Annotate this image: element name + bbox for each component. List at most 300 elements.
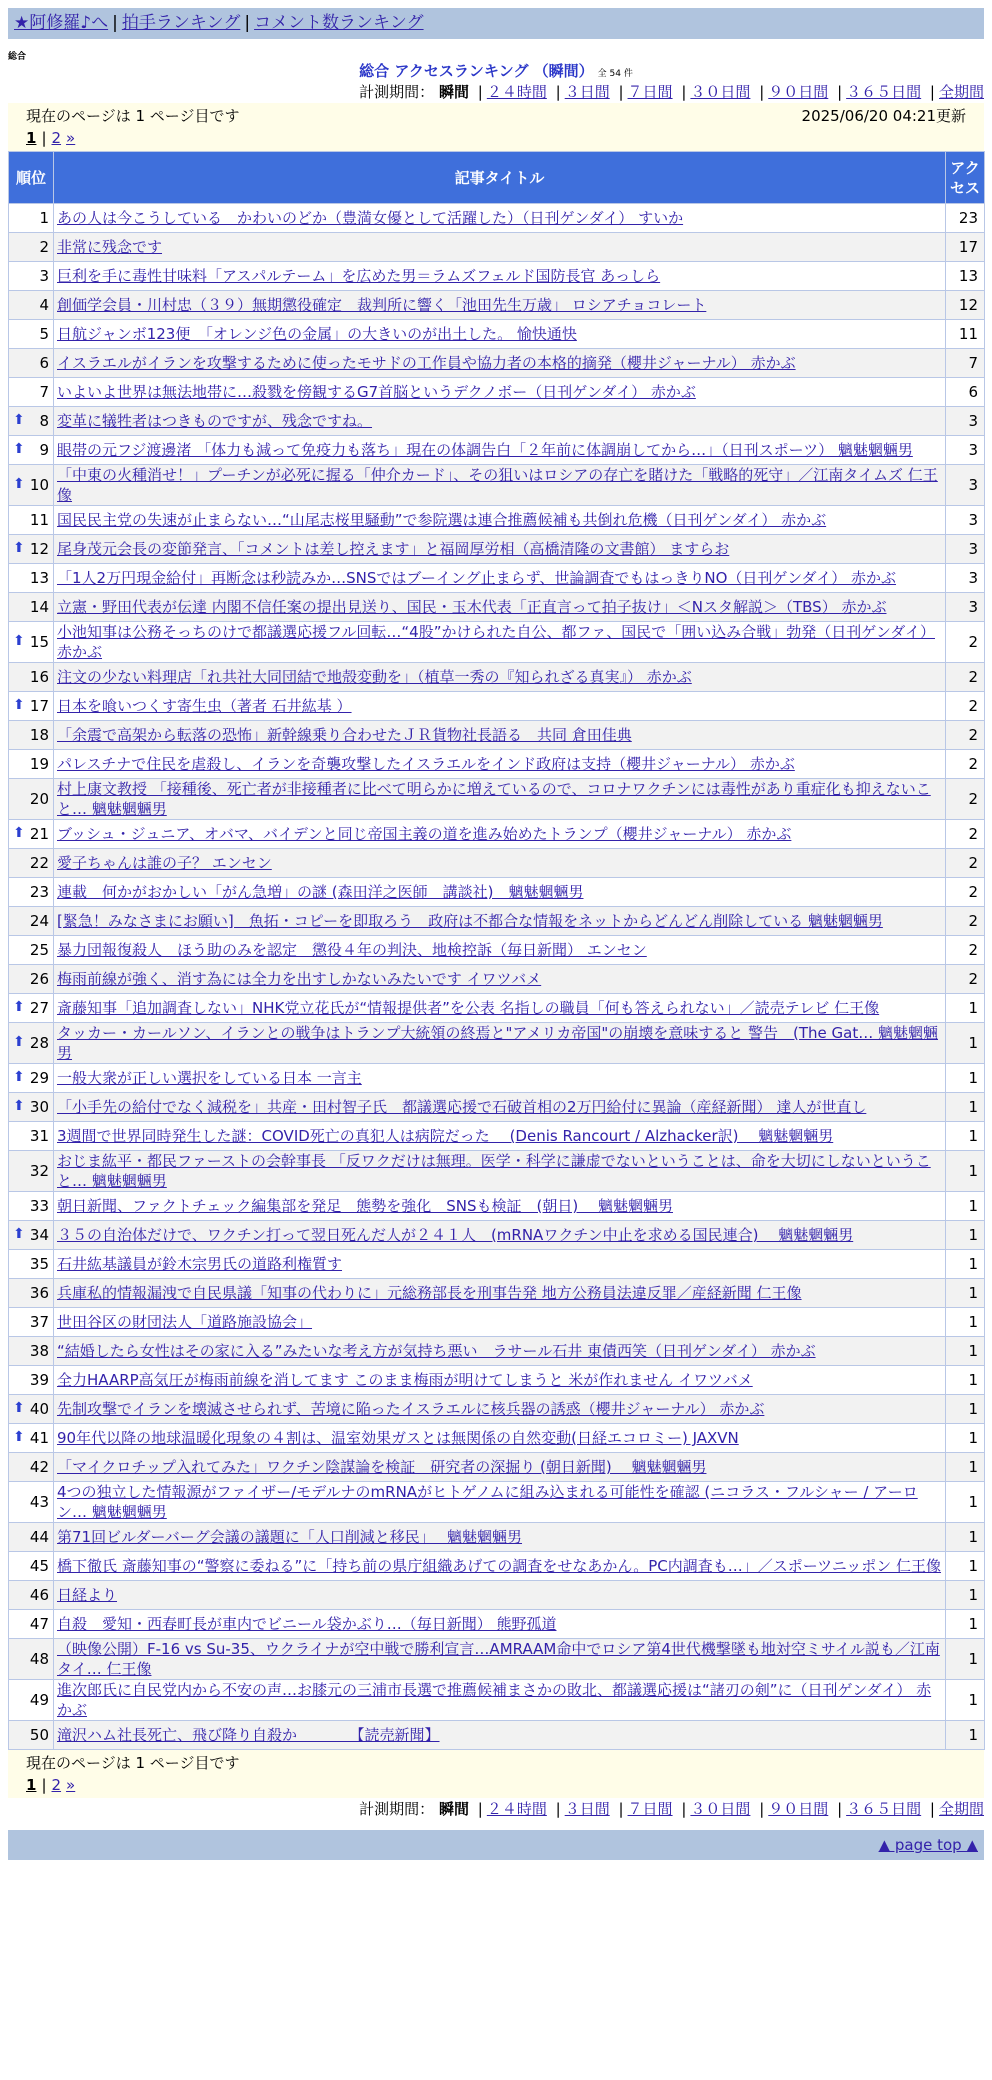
access-count: 2 [946, 820, 985, 849]
access-count: 2 [946, 965, 985, 994]
rank-number: 1 [39, 209, 49, 227]
article-link[interactable]: 「中東の火種消せ！」プーチンが必死に握る「仲介カード」、その狙いはロシアの存亡を賭けた「戦略的死守」／江南タイムズ 仁王像 [57, 466, 938, 504]
title-cell [54, 1093, 946, 1122]
access-count: 2 [946, 936, 985, 965]
rank-number: 50 [29, 1726, 49, 1744]
up-arrow-icon: ⬆ [13, 441, 25, 457]
table-row [9, 1366, 985, 1395]
rank-cell [9, 1023, 54, 1064]
rank-number: 49 [29, 1691, 49, 1709]
title-cell [54, 1523, 946, 1552]
article-link[interactable]: 「余震で高架から転落の恐怖」新幹線乗り合わせたＪＲ貨物社長語る 共同 倉田佳典 [57, 726, 632, 744]
rank-number: 39 [29, 1371, 49, 1389]
access-count: 1 [946, 1482, 985, 1523]
article-link[interactable]: 滝沢ハム社長死亡、飛び降り自殺か 【読売新聞】 [57, 1726, 440, 1744]
rank-number: 7 [39, 383, 49, 401]
page-top-link[interactable]: ▲ page top ▲ [878, 1836, 978, 1854]
access-count: 13 [946, 262, 985, 291]
access-count: 1 [946, 1366, 985, 1395]
pagination-top: 1 | 2 » [26, 129, 76, 147]
title-cell [54, 750, 946, 779]
table-row [9, 1023, 985, 1064]
access-count: 3 [946, 407, 985, 436]
rank-cell [9, 622, 54, 663]
article-link[interactable]: 朝日新聞、ファクトチェック編集部を発足 態勢を強化 SNSも検証 (朝日) 魑魅魍魎男 [57, 1197, 673, 1215]
article-link[interactable]: 第71回ビルダーバーグ会議の議題に「人口削減と移民」 魑魅魍魎男 [57, 1528, 523, 1546]
rank-cell [9, 349, 54, 378]
article-link[interactable]: 全力HAARP高気圧が梅雨前線を消してます このまま梅雨が明けてしまうと 米が作れません イワツバメ [57, 1371, 753, 1389]
table-row [9, 622, 985, 663]
table-row [9, 907, 985, 936]
article-link[interactable]: 非常に残念です [57, 238, 163, 256]
access-count: 1 [946, 1064, 985, 1093]
rank-cell [9, 1151, 54, 1192]
article-link[interactable]: 国民民主党の失速が止まらない…“山尾志桜里騒動”で参院選は連合推薦候補も共倒れ危機（日刊ゲンダイ） 赤かぶ [57, 511, 827, 529]
title-cell [54, 349, 946, 378]
access-count: 1 [946, 1395, 985, 1424]
access-count: 2 [946, 750, 985, 779]
article-link[interactable]: タッカー・カールソン、イランとの戦争はトランプ大統領の終焉と"アメリカ帝国"の崩壊を意味すると 警告 (The Gat… 魑魅魍魎男 [57, 1024, 939, 1062]
table-row [9, 1192, 985, 1221]
header-access: アクセス [946, 152, 985, 204]
article-link[interactable]: 世田谷区の財団法人「道路施設協会」 [57, 1313, 313, 1331]
total-count: 全 54 件 [597, 69, 633, 79]
rank-cell [9, 1639, 54, 1680]
rank-cell [9, 663, 54, 692]
title-cell [54, 535, 946, 564]
rank-number: 31 [29, 1127, 49, 1145]
table-row [9, 994, 985, 1023]
period-365d[interactable]: ３６５日間 [846, 83, 922, 101]
current-page-text-bottom: 現在のページは 1 ページ目です [26, 1754, 240, 1772]
up-arrow-icon: ⬆ [13, 412, 25, 428]
access-count: 1 [946, 1192, 985, 1221]
title-cell [54, 593, 946, 622]
access-count: 17 [946, 233, 985, 262]
table-row [9, 663, 985, 692]
title-cell [54, 1366, 946, 1395]
up-arrow-icon: ⬆ [13, 633, 25, 649]
article-link[interactable]: 小池知事は公務そっちのけで都議選応援フル回転…“4股”かけられた自公、都ファ、国民で「囲い込み合戦」勃発（日刊ゲンダイ） 赤かぶ [57, 623, 935, 661]
article-link[interactable]: 「小手先の給付でなく減税を」共産・田村智子氏 都議選応援で石破首相の2万円給付に異論（産経新聞） 達人が世直し [57, 1098, 867, 1116]
access-count: 2 [946, 907, 985, 936]
access-count: 2 [946, 721, 985, 750]
title-cell [54, 1250, 946, 1279]
table-row [9, 564, 985, 593]
table-row [9, 204, 985, 233]
article-link[interactable]: 4つの独立した情報源がファイザー/モデルナのmRNAがヒトゲノムに組み込まれる可能性を確認 (ニコラス・フルシャー / アーロン… 魑魅魍魎男 [57, 1483, 918, 1521]
access-count: 2 [946, 692, 985, 721]
rank-cell [9, 878, 54, 907]
access-count: 3 [946, 506, 985, 535]
article-link[interactable]: 日航ジャンボ123便 「オレンジ色の金属」の大きいのが出土した。 愉快通快 [57, 325, 577, 343]
period-current-bottom: 瞬間 [438, 1800, 469, 1818]
access-count: 2 [946, 878, 985, 907]
access-count: 3 [946, 465, 985, 506]
article-link[interactable]: [緊急！みなさまにお願い] 魚拓・コピーを即取ろう 政府は不都合な情報をネットからどんどん削除している 魑魅魍魎男 [57, 912, 883, 930]
access-count: 3 [946, 593, 985, 622]
rank-cell [9, 820, 54, 849]
access-count: 1 [946, 994, 985, 1023]
rank-cell [9, 1523, 54, 1552]
rank-number: 32 [29, 1162, 49, 1180]
article-link[interactable]: 「マイクロチップ入れてみた」ワクチン陰謀論を検証 研究者の深掘り (朝日新聞) 魑魅魍魎男 [57, 1458, 707, 1476]
table-row [9, 750, 985, 779]
table-row [9, 535, 985, 564]
title-cell [54, 1424, 946, 1453]
access-count: 1 [946, 1424, 985, 1453]
access-count: 12 [946, 291, 985, 320]
table-row [9, 1308, 985, 1337]
up-arrow-icon: ⬆ [13, 1429, 25, 1445]
page-info-top [8, 103, 984, 151]
article-link[interactable]: 日経より [57, 1586, 118, 1604]
period-all[interactable]: 全期間 [938, 83, 984, 101]
title-cell [54, 1680, 946, 1721]
title-cell [54, 378, 946, 407]
rank-number: 20 [29, 790, 49, 808]
period-24h-bottom[interactable]: ２４時間 [486, 1800, 547, 1818]
article-link[interactable]: 立憲・野田代表が伝達 内閣不信任案の提出見送り、国民・玉木代表「正直言って拍子抜け」＜Nスタ解説＞（TBS） 赤かぶ [57, 598, 887, 616]
access-count: 1 [946, 1721, 985, 1750]
rank-number: 21 [29, 825, 49, 843]
up-arrow-icon: ⬆ [13, 1226, 25, 1242]
period-365d-bottom[interactable]: ３６５日間 [846, 1800, 922, 1818]
rank-number: 44 [29, 1528, 49, 1546]
rank-number: 37 [29, 1313, 49, 1331]
rank-number: 18 [29, 726, 49, 744]
period-selector-top: 計測期間： 瞬間 | ２４時間 | ３日間 | ７日間 | ３０日間 | ９０日間 | ３６５日間 | 全期間 [359, 83, 984, 101]
article-link[interactable]: イスラエルがイランを攻撃するために使ったモサドの工作員や協力者の本格的摘発（櫻井ジャーナル） 赤かぶ [57, 354, 796, 372]
title-cell [54, 436, 946, 465]
rank-cell [9, 936, 54, 965]
rank-cell [9, 849, 54, 878]
article-link[interactable]: 村上康文教授 「接種後、死亡者が非接種者に比べて明らかに増えているので、コロナワクチンには毒性があり重症化も抑えないこと… 魑魅魍魎男 [57, 780, 931, 818]
article-link[interactable]: パレスチナで住民を虐殺し、イランを奇襲攻撃したイスラエルをインド政府は支持（櫻井ジャーナル） 赤かぶ [57, 755, 795, 773]
rank-cell [9, 1337, 54, 1366]
rank-number: 30 [29, 1098, 49, 1116]
article-link[interactable]: 日本を喰いつくす寄生虫（著者 石井紘基 ） [57, 697, 352, 715]
page-title [8, 61, 984, 81]
title-cell [54, 564, 946, 593]
table-row [9, 436, 985, 465]
period-30d[interactable]: ３０日間 [690, 83, 751, 101]
title-cell [54, 407, 946, 436]
period-7d-bottom[interactable]: ７日間 [627, 1800, 673, 1818]
period-label: 計測期間： [359, 83, 435, 101]
table-row [9, 965, 985, 994]
article-link[interactable]: 「1人2万円現金給付」再断念は秒読みか…SNSではブーイング止まらず、世論調査でもはっきりNO（日刊ゲンダイ） 赤かぶ [57, 569, 897, 587]
period-90d-bottom[interactable]: ９０日間 [768, 1800, 829, 1818]
article-link[interactable]: 尾身茂元会長の変節発言、「コメントは差し控えます」と福岡厚労相（高橋清隆の文書館） ますらお [57, 540, 730, 558]
article-link[interactable]: 注文の少ない料理店「れ共社大同団結で地殻変動を」（植草一秀の『知られざる真実』） 赤かぶ [57, 668, 692, 686]
rank-number: 46 [29, 1586, 49, 1604]
rank-cell [9, 994, 54, 1023]
article-link[interactable]: 連載 何かがおかしい「がん急増」の謎 (森田洋之医師 講談社) 魑魅魍魎男 [57, 883, 584, 901]
rank-number: 9 [39, 441, 49, 459]
article-link[interactable]: （映像公開）F-16 vs Su-35、ウクライナが空中戦で勝利宣言…AMRAAM命中でロシア第4世代機撃墜も地対空ミサイル説も／江南タイ… 仁王像 [57, 1640, 940, 1678]
rank-number: 34 [29, 1226, 49, 1244]
rank-cell [9, 320, 54, 349]
title-cell [54, 506, 946, 535]
home-link[interactable]: ★阿修羅♪へ [14, 13, 109, 33]
title-cell [54, 1581, 946, 1610]
clap-ranking-link[interactable]: 拍手ランキング [121, 13, 241, 33]
pagination-page-2[interactable]: 2 [51, 129, 62, 147]
rank-number: 26 [29, 970, 49, 988]
rank-number: 8 [39, 412, 49, 430]
pagination-next[interactable]: » [66, 129, 76, 147]
pagination-bottom: 1 | 2 » [26, 1776, 76, 1794]
table-row [9, 878, 985, 907]
title-cell [54, 291, 946, 320]
table-row [9, 465, 985, 506]
table-row [9, 721, 985, 750]
access-count: 6 [946, 378, 985, 407]
rank-cell [9, 1250, 54, 1279]
rank-number: 41 [29, 1429, 49, 1447]
rank-cell [9, 1424, 54, 1453]
table-row [9, 407, 985, 436]
up-arrow-icon: ⬆ [13, 1098, 25, 1114]
title-cell [54, 994, 946, 1023]
article-link[interactable]: 自殺 愛知・西春町長が車内でビニール袋かぶり…（毎日新聞） 熊野孤道 [57, 1615, 557, 1633]
rank-number: 40 [29, 1400, 49, 1418]
rank-cell [9, 1064, 54, 1093]
rank-cell [9, 779, 54, 820]
article-link[interactable]: 眼帯の元フジ渡邊渚 「体力も減って免疫力も落ち」現在の体調告白「２年前に体調崩してから…」（日刊スポーツ） 魑魅魍魎男 [57, 441, 913, 459]
article-link[interactable]: 進次郎氏に自民党内から不安の声…お膝元の三浦市長選で推薦候補まさかの敗北、都議選応援は“諸刃の剣”に（日刊ゲンダイ） 赤かぶ [57, 1681, 932, 1719]
table-row [9, 320, 985, 349]
table-row [9, 820, 985, 849]
access-count: 1 [946, 1453, 985, 1482]
rank-number: 42 [29, 1458, 49, 1476]
table-row [9, 1151, 985, 1192]
article-link[interactable]: ブッシュ・ジュニア、オバマ、バイデンと同じ帝国主義の道を進み始めたトランプ（櫻井ジャーナル） 赤かぶ [57, 825, 792, 843]
title-cell [54, 878, 946, 907]
current-page-text: 現在のページは 1 ページ目です [26, 107, 240, 125]
title-cell [54, 692, 946, 721]
article-link[interactable]: 愛子ちゃんは誰の子？ エンセン [57, 854, 272, 872]
ranking-table [8, 151, 985, 1750]
up-arrow-icon: ⬆ [13, 540, 25, 556]
article-link[interactable]: 3週間で世界同時発生した謎：COVID死亡の真犯人は病院だった (Denis Rancourt / Alzhacker訳) 魑魅魍魎男 [57, 1127, 834, 1145]
article-link[interactable]: あの人は今こうしている かわいのどか（豊満女優として活躍した）（日刊ゲンダイ） すいか [57, 209, 684, 227]
title-cell [54, 465, 946, 506]
table-header-row [9, 152, 985, 204]
rank-number: 15 [29, 633, 49, 651]
article-link[interactable]: 巨利を手に毒性甘味料「アスパルテーム」を広めた男＝ラムズフェルド国防長官 あっしら [57, 267, 661, 285]
access-count: 1 [946, 1581, 985, 1610]
rank-number: 19 [29, 755, 49, 773]
table-row [9, 1639, 985, 1680]
title-cell [54, 1023, 946, 1064]
rank-cell [9, 1093, 54, 1122]
article-link[interactable]: 梅雨前線が強く、消す為には全力を出すしかないみたいです イワツバメ [57, 970, 542, 988]
table-row [9, 291, 985, 320]
rank-cell [9, 535, 54, 564]
rank-cell [9, 1192, 54, 1221]
table-row [9, 349, 985, 378]
rank-cell [9, 1552, 54, 1581]
rank-cell [9, 1680, 54, 1721]
rank-number: 38 [29, 1342, 49, 1360]
rank-cell [9, 1122, 54, 1151]
table-row [9, 1680, 985, 1721]
table-row [9, 262, 985, 291]
rank-number: 13 [29, 569, 49, 587]
up-arrow-icon: ⬆ [13, 999, 25, 1015]
article-link[interactable]: ３５の自治体だけで、ワクチン打って翌日死んだ人が２４１人 (mRNAワクチン中止を求める国民連合) 魑魅魍魎男 [57, 1226, 854, 1244]
title-cell [54, 965, 946, 994]
rank-number: 35 [29, 1255, 49, 1273]
access-count: 2 [946, 779, 985, 820]
table-row [9, 1395, 985, 1424]
comment-ranking-link[interactable]: コメント数ランキング [254, 13, 424, 33]
title-cell [54, 1192, 946, 1221]
rank-cell [9, 1395, 54, 1424]
rank-cell [9, 750, 54, 779]
rank-cell [9, 721, 54, 750]
article-link[interactable]: 一般大衆が正しい選択をしている日本 一言主 [57, 1069, 362, 1087]
title-cell [54, 1122, 946, 1151]
rank-cell [9, 1610, 54, 1639]
access-count: 1 [946, 1308, 985, 1337]
table-row [9, 849, 985, 878]
title-cell [54, 721, 946, 750]
rank-cell [9, 1308, 54, 1337]
table-row [9, 1093, 985, 1122]
article-link[interactable]: “結婚したら女性はその家に入る”みたいな考え方が気持ち悪い ラサール石井 東債西笑（日刊ゲンダイ） 赤かぶ [57, 1342, 816, 1360]
rank-number: 36 [29, 1284, 49, 1302]
table-row [9, 1221, 985, 1250]
title-cell [54, 1453, 946, 1482]
section-tag: 総合 [8, 52, 27, 62]
rank-cell [9, 1482, 54, 1523]
rank-cell [9, 1221, 54, 1250]
article-link[interactable]: いよいよ世界は無法地帯に…殺戮を傍観するG7首脳というデクノボー（日刊ゲンダイ） 赤かぶ [57, 383, 696, 401]
access-count: 1 [946, 1337, 985, 1366]
rank-number: 6 [39, 354, 49, 372]
rank-cell [9, 465, 54, 506]
up-arrow-icon: ⬆ [13, 476, 25, 492]
rank-number: 24 [29, 912, 49, 930]
article-link[interactable]: 橋下徹氏 斎藤知事の“警察に委ねる”に「持ち前の県庁組織あげての調査をせなあかん。PC内調査も…」／スポーツニッポン 仁王像 [57, 1557, 942, 1575]
table-row [9, 1453, 985, 1482]
header-rank: 順位 [9, 152, 54, 204]
rank-cell [9, 233, 54, 262]
rank-cell [9, 965, 54, 994]
rank-number: 23 [29, 883, 49, 901]
rank-cell [9, 593, 54, 622]
rank-cell [9, 564, 54, 593]
rank-cell [9, 291, 54, 320]
title-cell [54, 204, 946, 233]
table-row [9, 1337, 985, 1366]
rank-cell [9, 1279, 54, 1308]
access-count: 3 [946, 564, 985, 593]
article-link[interactable]: 兵庫私的情報漏洩で自民県議「知事の代わりに」元総務部長を刑事告発 地方公務員法違反罪／産経新聞 仁王像 [57, 1284, 802, 1302]
pagination-page-2-bottom[interactable]: 2 [51, 1776, 62, 1794]
rank-cell [9, 204, 54, 233]
rank-cell [9, 436, 54, 465]
period-selector-bottom: 計測期間： 瞬間 | ２４時間 | ３日間 | ７日間 | ３０日間 | ９０日間 | ３６５日間 | 全期間 [359, 1800, 984, 1818]
period-30d-bottom[interactable]: ３０日間 [690, 1800, 751, 1818]
rank-cell [9, 262, 54, 291]
period-all-bottom[interactable]: 全期間 [938, 1800, 984, 1818]
access-count: 3 [946, 535, 985, 564]
rank-cell [9, 407, 54, 436]
title-cell [54, 1279, 946, 1308]
title-cell [54, 1395, 946, 1424]
access-count: 3 [946, 436, 985, 465]
access-count: 11 [946, 320, 985, 349]
rank-number: 10 [29, 476, 49, 494]
access-count: 1 [946, 1523, 985, 1552]
period-label-bottom: 計測期間： [359, 1800, 435, 1818]
page-info-bottom [8, 1750, 984, 1798]
period-24h[interactable]: ２４時間 [486, 83, 547, 101]
up-arrow-icon: ⬆ [13, 697, 25, 713]
period-3d[interactable]: ３日間 [564, 83, 610, 101]
article-link[interactable]: おじま紘平・都民ファーストの会幹事長 「反ワクだけは無理。医学・科学に謙虚でないということは、命を大切にしないということ… 魑魅魍魎男 [57, 1152, 931, 1190]
table-row [9, 936, 985, 965]
rank-number: 28 [29, 1034, 49, 1052]
rank-number: 2 [39, 238, 49, 256]
access-count: 1 [946, 1279, 985, 1308]
article-link[interactable]: 90年代以降の地球温暖化現象の４割は、温室効果ガスとは無関係の自然変動(日経エコロミー) JAXVN [57, 1429, 739, 1447]
access-count: 1 [946, 1680, 985, 1721]
article-link[interactable]: 変革に犠牲者はつきものですが、残念ですね。 [57, 412, 373, 430]
top-nav: ★阿修羅♪へ | 拍手ランキング | コメント数ランキング [8, 8, 984, 39]
title-cell [54, 907, 946, 936]
access-count: 2 [946, 663, 985, 692]
title-cell [54, 1151, 946, 1192]
table-row [9, 1279, 985, 1308]
access-count: 1 [946, 1122, 985, 1151]
rank-number: 47 [29, 1615, 49, 1633]
header-title: 記事タイトル [54, 152, 946, 204]
period-90d[interactable]: ９０日間 [768, 83, 829, 101]
up-arrow-icon: ⬆ [13, 1034, 25, 1050]
article-link[interactable]: 暴力団報復殺人 ほう助のみを認定 懲役４年の判決、地検控訴（毎日新聞） エンセン [57, 941, 647, 959]
rank-cell [9, 907, 54, 936]
rank-cell [9, 692, 54, 721]
rank-cell [9, 1721, 54, 1750]
period-3d-bottom[interactable]: ３日間 [564, 1800, 610, 1818]
access-count: 2 [946, 849, 985, 878]
table-row [9, 506, 985, 535]
rank-number: 16 [29, 668, 49, 686]
ranking-body [9, 204, 985, 1750]
pagination-next-bottom[interactable]: » [66, 1776, 76, 1794]
access-count: 2 [946, 622, 985, 663]
table-row [9, 1523, 985, 1552]
title-cell [54, 779, 946, 820]
table-row [9, 1482, 985, 1523]
rank-cell [9, 1366, 54, 1395]
title-cell [54, 1064, 946, 1093]
article-link[interactable]: 斎藤知事「追加調査しない」NHK党立花氏が“情報提供者”を公表 名指しの職員「何も答えられない」／読売テレビ 仁王像 [57, 999, 880, 1017]
period-7d[interactable]: ７日間 [627, 83, 673, 101]
article-link[interactable]: 石井紘基議員が鈴木宗男氏の道路利権質す [57, 1255, 343, 1273]
access-count: 1 [946, 1552, 985, 1581]
rank-cell [9, 378, 54, 407]
table-row [9, 1610, 985, 1639]
rank-number: 5 [39, 325, 49, 343]
article-link[interactable]: 先制攻撃でイランを壊滅させられず、苦境に陥ったイスラエルに核兵器の誘惑（櫻井ジャーナル） 赤かぶ [57, 1400, 765, 1418]
article-link[interactable]: 創価学会員・川村忠（３９）無期懲役確定 裁判所に響く「池田先生万歳」 ロシアチョコレート [57, 296, 707, 314]
